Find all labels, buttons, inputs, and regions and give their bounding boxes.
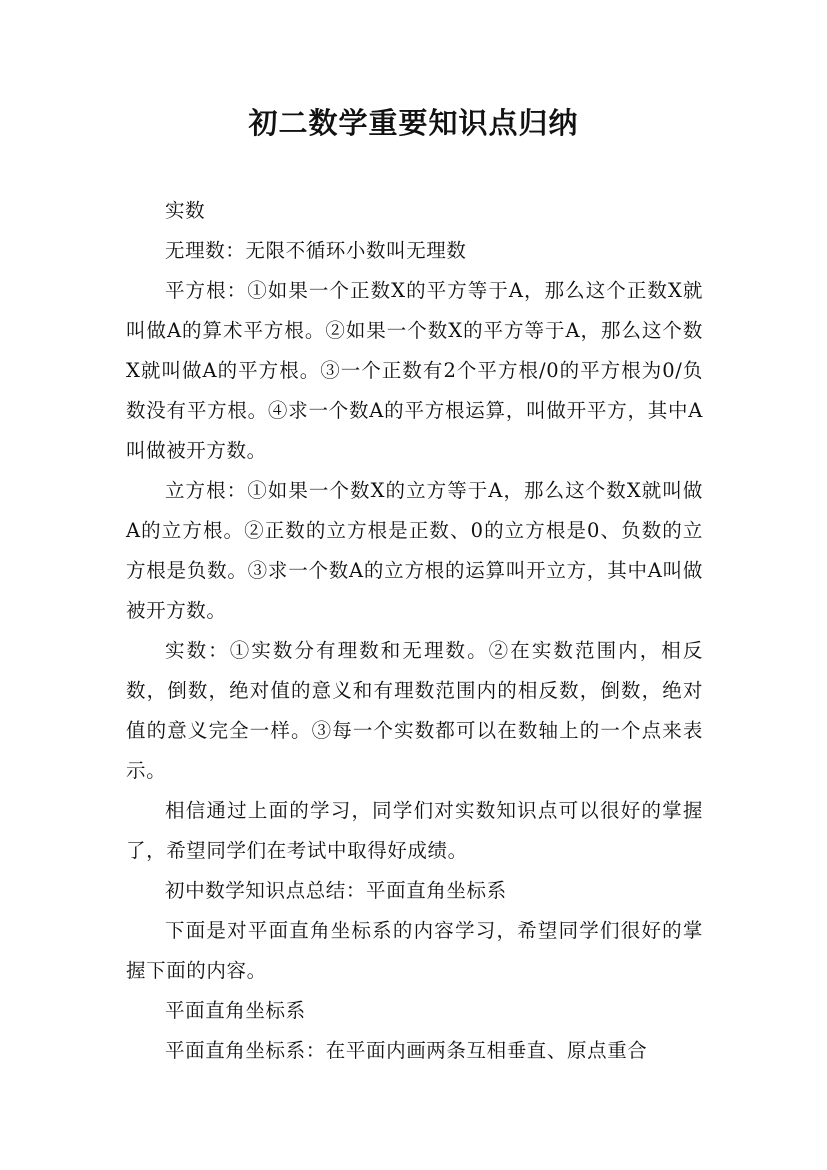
paragraph-irrational-number: 无理数：无限不循环小数叫无理数	[165, 239, 467, 262]
paragraph-summary: 相信通过上面的学习，同学们对实数知识点可以很好的掌握了，希望同学们在考试中取得好成绩。	[126, 799, 703, 862]
document-title: 初二数学重要知识点归纳	[248, 106, 579, 140]
document-body	[126, 191, 703, 1071]
paragraph-square-root: 平方根：①如果一个正数X的平方等于A，那么这个正数X就叫做A的算术平方根。②如果一个数X的平方等于A，那么这个数X就叫做A的平方根。③一个正数有2个平方根/0的平方根为0/负数没有平方根。④求一个数A的平方根运算，叫做开平方，其中A叫做被开方数。	[126, 279, 703, 462]
paragraph-coordinate-definition: 平面直角坐标系：在平面内画两条互相垂直、原点重合	[165, 1039, 648, 1062]
paragraph-real-numbers: 实数：①实数分有理数和无理数。②在实数范围内，相反数，倒数，绝对值的意义和有理数范围内的相反数，倒数，绝对值的意义完全一样。③每一个实数都可以在数轴上的一个点来表示。	[126, 639, 703, 782]
paragraph-coordinate-subheading: 平面直角坐标系	[165, 999, 306, 1022]
paragraph-coordinate-heading: 初中数学知识点总结：平面直角坐标系	[165, 879, 507, 902]
paragraph-section-heading: 实数	[165, 199, 206, 222]
paragraph-coordinate-intro: 下面是对平面直角坐标系的内容学习，希望同学们很好的掌握下面的内容。	[126, 919, 703, 982]
paragraph-cube-root: 立方根：①如果一个数X的立方等于A，那么这个数X就叫做A的立方根。②正数的立方根是正数、0的立方根是0、负数的立方根是负数。③求一个数A的立方根的运算叫开立方，其中A叫做被开方数。	[126, 479, 703, 622]
